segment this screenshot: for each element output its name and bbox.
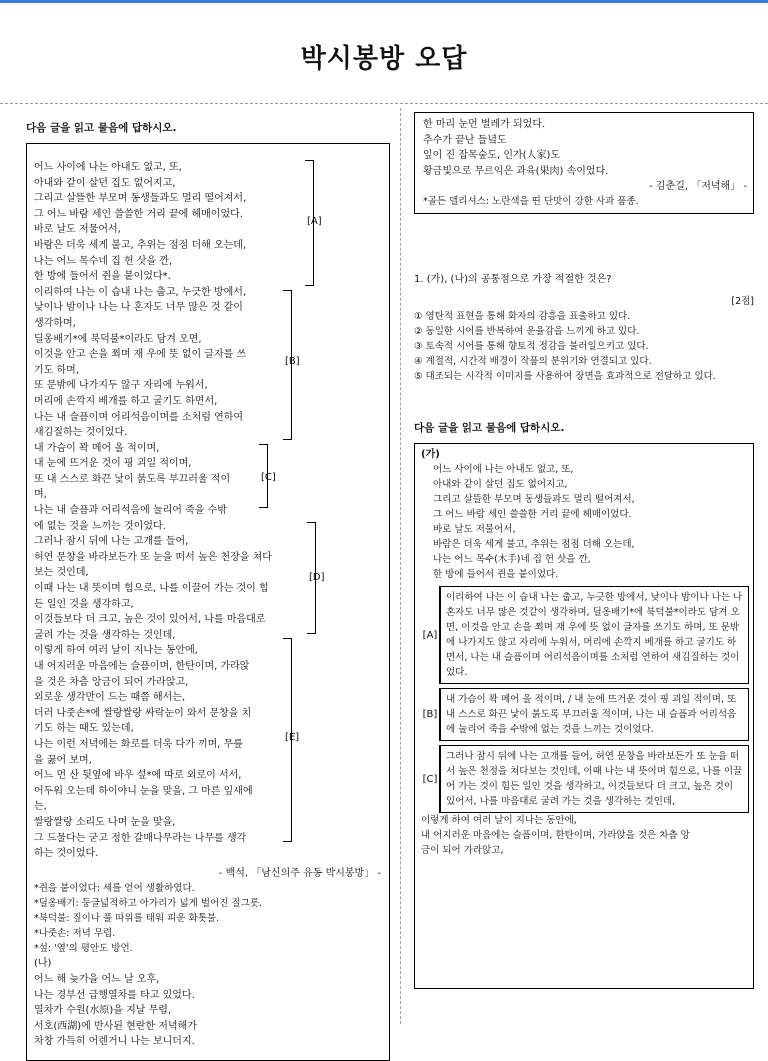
instruction: 다음 글을 읽고 물음에 답하시오.	[26, 122, 177, 134]
answer-option: ④ 계절적, 시간적 배경이 작품의 분위기와 연결되고 있다.	[414, 356, 652, 368]
na-lines	[34, 972, 389, 1050]
poem-line: 이것들보다 더 크고, 높은 것이 있어서, 나를 마음대로	[34, 614, 266, 626]
bracket-d-label: [D]	[309, 572, 325, 583]
poem-line: 생각하며,	[34, 317, 76, 329]
na-label: (나)	[34, 958, 52, 970]
poem-line: 또 문밖에 나가지두 않구 자리에 누워서,	[34, 380, 208, 392]
poem-author: - 백석, 「남신의주 유동 박시봉방」 -	[218, 867, 381, 879]
section-text: 그러나 잠시 뒤에 나는 고개를 들어, 허연 문창을 바라보든가 또 눈을 떠서 높은 천정을 쳐다보는 것인데, 이때 나는 내 뜻이며 힘으로, 나를 이끌어 가는 것이 힘든 일인 것을 생각하고, 이것들보다 더 크고, 높은 것이 있어서, 나를 마음대로 굴려 가는 것을 생각하는 것인데,	[446, 751, 743, 808]
poem-line: 서호(西湖)에 반사된 현란한 저녁해가	[34, 1020, 197, 1032]
answer-option: ③ 토속적 시어를 통해 향토적 정감을 불러일으키고 있다.	[414, 341, 649, 353]
passage-line: 내 어지러운 마음에는 슬픔이며, 한탄이며, 가라앉을 것은 차츰 앙	[421, 830, 690, 842]
poem2-note: *골든 델리셔스: 노란색을 띤 단맛이 강한 사과 품종.	[423, 196, 639, 208]
poem-line: 허연 문창을 바라보든가 또 눈을 떠서 높은 천장을 쳐다	[34, 551, 272, 563]
passage-line: 그리고 살뜰한 부모며 동생들과도 멀리 떨어져서,	[433, 494, 635, 506]
instruction-2: 다음 글을 읽고 물음에 답하시오.	[414, 422, 565, 435]
bracketed-section	[421, 745, 749, 813]
poem-line: 한 마리 눈먼 벌레가 되었다.	[423, 119, 546, 130]
footnotes	[34, 881, 389, 956]
bracket-e-label: [E]	[285, 732, 300, 743]
section-label: [A]	[421, 586, 440, 684]
question-1-options	[414, 309, 754, 384]
poem-line: 새김질하는 것이었다.	[34, 427, 128, 439]
poem-line: 는,	[34, 801, 47, 813]
poem-line: 외로운 생각만이 드는 때쯤 해서는,	[34, 692, 186, 704]
poem-line: 나는 이런 저녁에는 화로를 더욱 다가 끼며, 무릎	[34, 738, 243, 750]
passage-label: (가)	[421, 449, 440, 461]
top-accent-bar	[0, 0, 768, 3]
passage-line: 바로 날도 저물어서,	[433, 524, 516, 536]
poem-line: 바람은 더욱 세게 불고, 추위는 점점 더해 오는데,	[34, 239, 247, 251]
poem-line: 어느 사이에 나는 아내도 없고, 또,	[34, 162, 182, 173]
poem-line: 어두워 오는데 하이야니 눈을 맞을, 그 마른 잎새에	[34, 785, 253, 797]
bracketed-section	[421, 688, 749, 741]
poem-line: 나는 경부선 급행열차를 타고 있었다.	[34, 989, 195, 1001]
poem-line: 하는 것이었다.	[34, 848, 99, 860]
section-label: [C]	[421, 745, 440, 813]
footnote: *딜옹배기: 둥글넓적하고 아가리가 넓게 벌어진 질그릇.	[34, 898, 262, 910]
passage-line: 그 어느 바람 세인 쓸쓸한 거리 끝에 헤매이었다.	[433, 509, 632, 521]
section-box	[440, 688, 749, 741]
passage-line: 어느 사이에 나는 아내도 없고, 또,	[433, 464, 574, 476]
section-label: [B]	[421, 688, 440, 741]
poem-line: 그 드물다는 굳고 정한 갈매나무라는 나무를 생각	[34, 832, 247, 844]
poem-line: 이것을 안고 손을 쬐며 재 우에 뜻 없이 글자를 쓰	[34, 349, 247, 361]
poem-line: 을 것은 차츰 앙금이 되어 가라앉고,	[34, 676, 189, 688]
right-column	[414, 112, 754, 989]
passage-box	[414, 443, 754, 989]
poem-line: 어느 해 늦가을 어느 날 오후,	[34, 973, 160, 985]
bracket-a-label: [A]	[307, 216, 322, 227]
poem-line: 이리하여 나는 이 습내 나는 춥고, 누긋한 방에서,	[34, 286, 247, 298]
poem-line: 어느 먼 산 뒷옆에 바우 섶*에 따로 외로이 서서,	[34, 770, 242, 782]
poem-line: 열차가 수원(水原)을 지날 무렵,	[34, 1005, 172, 1017]
poem-line: 딜옹배기*에 북덕불*이라도 담겨 오면,	[34, 333, 202, 345]
poem-lines	[34, 160, 389, 862]
poem-continuation-lines	[423, 117, 747, 179]
poem-line: 아내와 같이 살던 집도 없어지고,	[34, 177, 176, 189]
passage-line: 나는 어느 목수(木手)네 집 헌 삿을 깐,	[433, 554, 591, 566]
poem-line: 이렇게 하여 여러 날이 지나는 동안에,	[34, 645, 198, 657]
poem-line: 그러나 잠시 뒤에 나는 고개를 들어,	[34, 536, 189, 548]
poem-line: 굴려 가는 것을 생각하는 것인데,	[34, 629, 176, 641]
passage-line: 금이 되어 가라앉고,	[421, 845, 504, 857]
question-1-points: [2점]	[731, 296, 754, 308]
passage-line: 이렇게 하여 여러 날이 지나는 동안에,	[421, 815, 577, 827]
footnote: *나줏손: 저녁 무렵.	[34, 928, 116, 940]
header-divider	[0, 103, 768, 104]
poem-line: 바로 날도 저물어서,	[34, 224, 121, 236]
poem-box	[26, 143, 390, 1061]
answer-option: ⑤ 대조되는 시각적 이미지를 사용하여 장면을 효과적으로 전달하고 있다.	[414, 371, 716, 383]
passage-intro	[421, 462, 749, 582]
poem-line: 나는 내 슬픔과 어리석음에 눌리어 죽을 수밖	[34, 505, 227, 517]
poem-line: 며,	[34, 489, 47, 501]
poem-line: 잎이 진 잡목숲도, 인가(人家)도	[423, 150, 561, 162]
poem-line: 그 어느 바람 세인 쓸쓸한 거리 끝에 헤매이었다.	[34, 208, 243, 220]
poem-line: 한 방에 들어서 쥔을 붙이었다*.	[34, 271, 171, 283]
poem-line: 이때 나는 내 뜻이며 힘으로, 나를 이끌어 가는 것이 힘	[34, 583, 269, 595]
passage-tail	[421, 813, 749, 858]
poem-line: 그리고 살뜰한 부모며 동생들과도 멀리 떨어져서,	[34, 193, 247, 205]
column-divider	[400, 108, 401, 1024]
passage-line: 한 방에 들어서 쥔을 붙이었다.	[433, 569, 559, 581]
section-box	[440, 586, 749, 684]
poem-line: 나는 어느 목수네 집 헌 삿을 깐,	[34, 255, 173, 267]
poem-line: 든 일인 것을 생각하고,	[34, 598, 134, 610]
answer-option: ② 동일한 시어를 반복하여 운율감을 느끼게 하고 있다.	[414, 326, 640, 338]
poem-line: 더러 나줏손*에 쌀랑쌀랑 싸락눈이 와서 문창을 치	[34, 707, 252, 719]
page-title: 박시봉방 오답	[300, 44, 468, 74]
poem-continuation-box	[414, 112, 754, 214]
footnote: *섶: '옆'의 평안도 방언.	[34, 943, 133, 955]
left-column	[26, 120, 390, 1061]
bracket-c-label: [C]	[261, 472, 276, 483]
passage-line: 아내와 같이 살던 집도 없어지고,	[433, 479, 568, 491]
poem-line: 내 가슴이 꽉 메어 올 적이며,	[34, 442, 160, 454]
passage-line: 바람은 더욱 세게 불고, 추위는 점점 더해 오는데,	[433, 539, 635, 551]
poem-line: 보는 것인데,	[34, 567, 89, 579]
poem-line: 황금빛으로 무르익은 과육(果肉) 속이었다.	[423, 165, 609, 177]
poem-line: 내 어지러운 마음에는 슬픔이며, 한탄이며, 가라앉	[34, 661, 250, 672]
poem-line: 나는 내 슬픔이며 어리석음이며를 소처럼 연하여	[34, 411, 244, 423]
footnote: *쥔을 붙이었다: 세를 얻어 생활하였다.	[34, 883, 195, 895]
poem-line: 또 내 스스로 화끈 낯이 붉도록 부끄러울 적이	[34, 473, 231, 485]
answer-option: ① 영탄적 표현을 통해 화자의 감흥을 표출하고 있다.	[414, 311, 631, 323]
section-text: 이리하여 나는 이 습내 나는 춥고, 누긋한 방에서, 낮이나 밤이나 나는 나 혼자도 너무 많은 것같이 생각하며, 딜옹배기*에 북덕불*이라도 담겨 오면, 이것을 안고 손을 쬐며 재 우에 뜻 없이 글자를 쓰기도 하며, 또 문밖에 나가지도 않고 자리에 누워서, 머리에 손깍지 베개를 하고 굴기도 하면서, 나는 내 슬픔이며 어리석음이며를 소처럼 연하여 새김질하는 것이었다.	[446, 592, 743, 679]
poem-line: 에 없는 것을 느끼는 것이었다.	[34, 520, 166, 532]
poem-line: 내 눈에 뜨거운 것이 핑 괴일 적이며,	[34, 458, 192, 470]
passage-boxes	[421, 586, 749, 813]
poem-line: 추수가 끝난 들녘도	[423, 134, 507, 146]
poem-line: 머리에 손깍지 베개를 하고 굴기도 하면서,	[34, 395, 218, 407]
poem2-author: - 김춘길, 「저녁해」 -	[649, 181, 747, 193]
poem-line: 을 꿇어 보며,	[34, 754, 92, 766]
poem-line: 기도 하는 때도 있는데,	[34, 723, 134, 735]
poem-line: 쌀랑쌀랑 소리도 나며 눈을 맞을,	[34, 816, 176, 828]
bracketed-section	[421, 586, 749, 684]
poem-line: 기도 하며,	[34, 364, 79, 376]
footnote: *북덕불: 짚이나 풀 따위를 태워 피운 화톳불.	[34, 913, 220, 925]
section-box	[440, 745, 749, 813]
question-1	[414, 272, 754, 384]
question-1-text: 1. (가), (나)의 공통점으로 가장 적절한 것은?	[414, 274, 612, 286]
section-text: 내 가슴이 꽉 메어 올 적이며, / 내 눈에 뜨거운 것이 핑 괴일 적이며, 또 내 스스로 화끈 낯이 붉도록 부끄러울 적이며, 나는 내 슬픔과 어리석음에 눌리어 죽을 수밖에 없는 것을 느끼는 것이었다.	[446, 694, 737, 736]
bracket-b-label: [B]	[285, 356, 300, 367]
poem-line: 차창 가득히 어렌거니 나는 보니더지.	[34, 1036, 195, 1048]
poem-line: 낮이나 밤이나 나는 나 혼자도 너무 많은 것 같이	[34, 302, 243, 314]
